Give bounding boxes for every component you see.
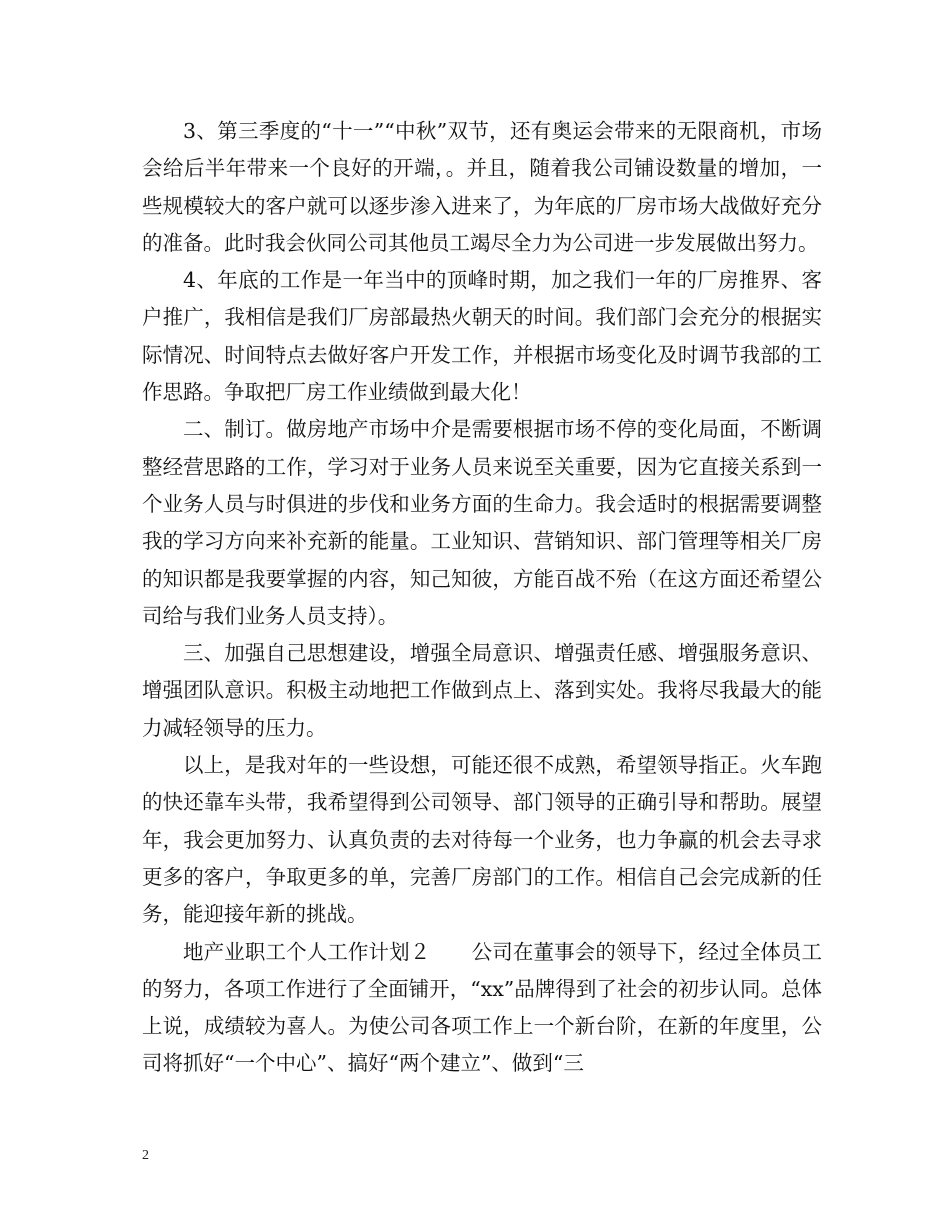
paragraph-q3-plan: 3、第三季度的“十一”“中秋”双节，还有奥运会带来的无限商机，市场会给后半年带来一个良好的开端，。并且，随着我公司铺设数量的增加，一些规模较大的客户就可以逐步渗入进来了，为年底的厂房市场大战做好充分的准备。此时我会伙同公司其他员工竭尽全力为公司进一步发展做出努力。	[142, 119, 822, 255]
paragraph-plan-two-intro: 地产业职工个人工作计划２ 公司在董事会的领导下，经过全体员工的努力，各项工作进行了全面铺开，“xx”品牌得到了社会的初步认同。总体上说，成绩较为喜人。为使公司各项工作上一个新台阶，在新的年度里，公司将抓好“一个中心”、搞好“两个建立”、做到“三	[142, 939, 822, 1076]
paragraph-learning-plan: 二、制订。做房地产市场中介是需要根据市场不停的变化局面，不断调整经营思路的工作，学习对于业务人员来说至关重要，因为它直接关系到一个业务人员与时俱进的步伐和业务方面的生命力。我会适时的根据需要调整我的学习方向来补充新的能量。工业知识、营销知识、部门管理等相关厂房的知识都是我要掌握的内容，知己知彼，方能百战不殆（在这方面还希望公司给与我们业务人员支持）。	[142, 417, 822, 628]
page-number: 2	[142, 1148, 149, 1163]
paragraph-year-end-plan: 4、年底的工作是一年当中的顶峰时期，加之我们一年的厂房推界、客户推广，我相信是我们厂房部最热火朝天的时间。我们部门会充分的根据实际情况、时间特点去做好客户开发工作，并根据市场变化及时调节我部的工作思路。争取把厂房工作业绩做到最大化！	[142, 268, 822, 405]
paragraph-ideology-plan: 三、加强自己思想建设，增强全局意识、增强责任感、增强服务意识、增强团队意识。积极主动地把工作做到点上、落到实处。我将尽我最大的能力减轻领导的压力。	[142, 641, 822, 740]
paragraph-conclusion: 以上，是我对年的一些设想，可能还很不成熟，希望领导指正。火车跑的快还靠车头带，我希望得到公司领导、部门领导的正确引导和帮助。展望年，我会更加努力、认真负责的去对待每一个业务，也力争赢的机会去寻求更多的客户，争取更多的单，完善厂房部门的工作。相信自己会完成新的任务，能迎接年新的挑战。	[142, 753, 822, 927]
document-body	[142, 113, 822, 1083]
